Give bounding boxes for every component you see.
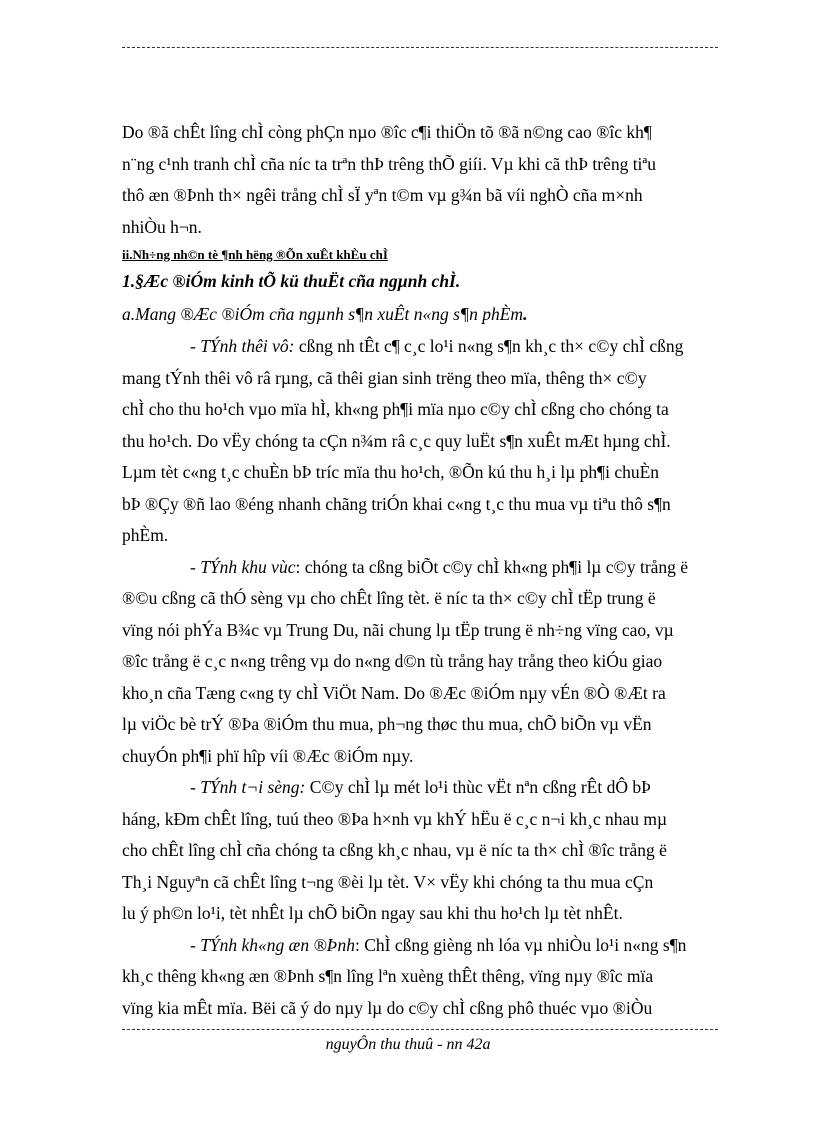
text-line: n¨ng c¹nh tranh chÌ cña níc ta trªn thÞ trêng thÕ giíi. Vµ khi cã thÞ trêng tiªu: [122, 153, 656, 174]
paragraph-lead: - TÝnh khu vùc: [190, 556, 296, 577]
text-line: cho chÊt lîng chÌ cña chóng ta cßng kh¸c nhau, vµ ë níc ta th× chÌ ®îc trång ë: [122, 840, 667, 860]
paragraph-freshness: [122, 772, 770, 930]
text-line: chÌ cho thu ho¹ch vµo mïa hÌ, kh«ng ph¶i mïa nµo c©y chÌ cßng cho chóng ta: [122, 399, 669, 419]
paragraph-lead: - TÝnh thêi vô:: [190, 336, 295, 356]
text-run: : chóng ta cßng biÕt c©y chÌ kh«ng ph¶i lµ c©y trång ë: [295, 556, 689, 577]
paragraph-lead: - TÝnh kh«ng æn ®Þnh: [190, 934, 355, 955]
heading-a-text: a.Mang ®Æc ®iÓm cña ngµnh s¶n xuÊt n«ng s¶n phÈm: [122, 304, 524, 324]
text-line: lu ý ph©n lo¹i, tèt nhÊt lµ chÕ biÕn ngay sau khi thu ho¹ch lµ tèt nhÊt.: [122, 903, 623, 923]
page-footer: nguyÔn thu thuû - nn 42a: [325, 1036, 491, 1053]
paragraph-lead: - TÝnh t¬i sèng:: [190, 777, 306, 797]
text-line: phÈm.: [122, 525, 169, 545]
text-line: kh¸c thêng kh«ng æn ®Þnh s¶n lîng lªn xuèng thÊt thêng, vïng nµy ®îc mïa: [122, 966, 654, 986]
text-line: [122, 331, 770, 363]
text-line: vïng nói phÝa B¾c vµ Trung Du, nãi chung lµ tËp trung ë nh÷ng vïng cao, vµ: [122, 619, 674, 640]
text-line: nhiÒu h¬n.: [122, 216, 202, 237]
page-content: [122, 117, 770, 1024]
text-run: C©y chÌ lµ mét lo¹i thùc vËt nªn cßng rÊt dÔ bÞ: [305, 777, 651, 797]
footer-rule: [122, 1029, 718, 1030]
paragraph-quality: [122, 117, 770, 243]
text-line: thu ho¹ch. Do vËy chóng ta cÇn n¾m râ c¸c quy luËt s¶n xuÊt mÆt hµng chÌ.: [122, 430, 671, 451]
heading-a-period: .: [523, 304, 528, 324]
text-line: mang tÝnh thêi vô râ rµng, cã thêi gian sinh trëng theo mïa, thêng th× c©y: [122, 367, 647, 388]
text-line: ®îc trång ë c¸c n«ng trêng vµ do n«ng d©n tù trång hay trång theo kiÓu giao: [122, 651, 663, 671]
header-rule: [122, 47, 718, 48]
text-line: Th¸i Nguyªn cã chÊt lîng t¬ng ®èi lµ tèt. V× vËy khi chóng ta thu mua cÇn: [122, 871, 654, 892]
text-line: chuyÓn ph¶i phï hîp víi ®Æc ®iÓm nµy.: [122, 745, 414, 766]
section-heading-a: [122, 297, 770, 331]
text-line: [122, 772, 770, 804]
paragraph-seasonality: [122, 331, 770, 552]
section-heading-ii: ii.Nh÷ng nh©n tè ¶nh hëng ®Õn xuÊt khÈu chÌ: [122, 247, 388, 262]
text-line: Lµm tèt c«ng t¸c chuÈn bÞ tríc mïa thu ho¹ch, ®Õn kú thu h¸i lµ ph¶i chuÈn: [122, 462, 660, 482]
text-line: ®©u cßng cã thÓ sèng vµ cho chÊt lîng tèt. ë níc ta th× c©y chÌ tËp trung ë: [122, 588, 656, 608]
text-line: háng, kÐm chÊt lîng, tuú theo ®Þa h×nh vµ khÝ hËu ë c¸c n¬i kh¸c nhau mµ: [122, 808, 668, 829]
text-line: vïng kia mÊt mïa. Bëi cã ý do nµy lµ do c©y chÌ cßng phô thuéc vµo ®iÒu: [122, 997, 653, 1018]
text-line: [122, 552, 770, 584]
paragraph-regionality: [122, 552, 770, 773]
text-line: [122, 930, 770, 962]
text-line: lµ viÖc bè trÝ ®Þa ®iÓm thu mua, ph¬ng thøc thu mua, chÕ biÕn vµ vËn: [122, 714, 652, 734]
text-line: Do ®ã chÊt lîng chÌ còng phÇn nµo ®îc c¶i thiÖn tõ ®ã n©ng cao ®îc kh¶: [122, 122, 652, 142]
text-run: cßng nh tÊt c¶ c¸c lo¹i n«ng s¶n kh¸c th× c©y chÌ cßng: [294, 336, 684, 356]
text-line: kho¸n cña Tæng c«ng ty chÌ ViÖt Nam. Do ®Æc ®iÓm nµy vÉn ®Ò ®Æt ra: [122, 682, 666, 703]
section-heading-1: 1.§Æc ®iÓm kinh tÕ kü thuËt cña ngµnh chÌ.: [122, 271, 461, 291]
paragraph-instability: [122, 930, 770, 1025]
text-line: bÞ ®Çy ®ñ lao ®éng nhanh chãng triÓn khai c«ng t¸c thu mua vµ tiªu thô s¶n: [122, 493, 671, 514]
text-line: thô æn ®Þnh th× ngêi trång chÌ sÏ yªn t©m vµ g¾n bã víi nghÒ cña m×nh: [122, 185, 643, 205]
text-run: : ChÌ cßng gièng nh lóa vµ nhiÒu lo¹i n«ng s¶n: [354, 934, 687, 955]
